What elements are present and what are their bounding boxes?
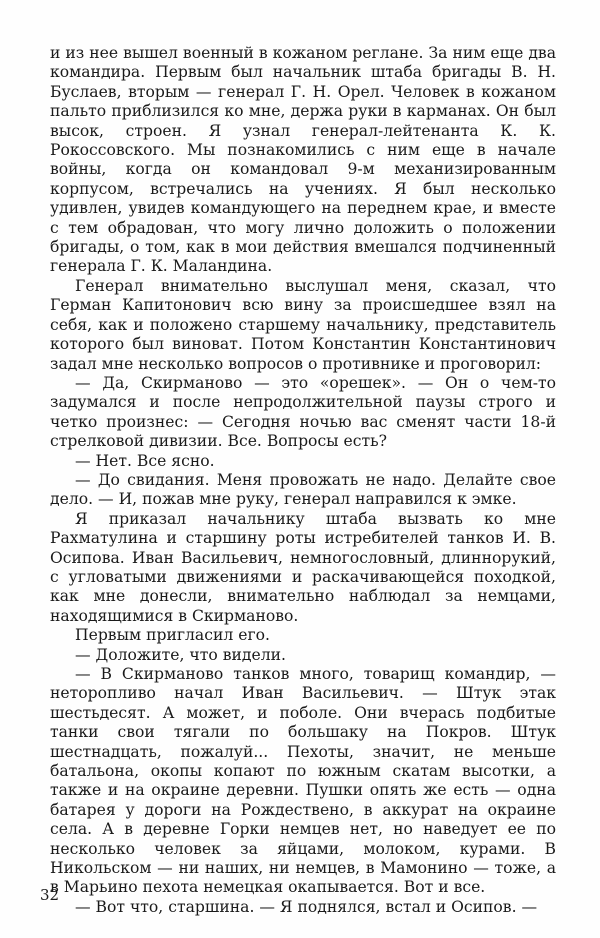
dialogue-line: — В Скирманово танков много, товарищ командир, — неторопливо начал Иван Васильевич. — Штук этак шестьдесят. А может, и поболе. Они вчерась подбитые танки свои тягали по большаку на Покров. Штук шестнадцать, пожалуй... Пехоты, значит, не меньше батальона, окопы копают по южным скатам высотки, а также и на окраине деревни. Пушки опять же есть — одна батарея у дороги на Рождествено, в аккурат на окраине села. А в деревне Горки немцев нет, но наведует ее по несколько человек за яйцами, молоком, курами. В Никольском — ни наших, ни немцев, в Мамонино — тоже, а в Марьино пехота немецкая окапывается. Вот и все. [50, 665, 556, 897]
page-number: 32 [40, 886, 60, 904]
body-text [50, 44, 556, 917]
paragraph: Генерал внимательно выслушал меня, сказал, что Герман Капитонович всю вину за происшедшее взял на себя, как и положено старшему начальнику, представитель которого был виноват. Потом Константин Константинович задал мне несколько вопросов о противнике и проговорил: [50, 276, 556, 373]
dialogue-line: — Да, Скирманово — это «орешек». — Он о чем-то задумался и после непродолжительной паузы строго и четко произнес: — Сегодня ночью вас сменят части 18-й стрелковой дивизии. Все. Вопросы есть? [50, 373, 556, 451]
dialogue-line: — До свидания. Меня провожать не надо. Делайте свое дело. — И, пожав мне руку, генерал направился к эмке. [50, 470, 556, 509]
paragraph-continuation: и из нее вышел военный в кожаном реглане. За ним еще два командира. Первым был начальник штаба бригады В. Н. Буслаев, вторым — генерал Г. Н. Орел. Человек в кожаном пальто приблизился ко мне, держа руки в карманах. Он был высок, строен. Я узнал генерал-лейтенанта К. К. Рокоссовского. Мы познакомились с ним еще в начале войны, когда он командовал 9-м механизированным корпусом, встречались на учениях. Я был несколько удивлен, увидев командующего на переднем крае, и вместе с тем обрадован, что могу лично доложить о положении бригады, о том, как в мои действия вмешался подчиненный генерала Г. К. Маландина. [50, 44, 556, 276]
paragraph: Первым пригласил его. [75, 626, 270, 645]
paragraph: Я приказал начальнику штаба вызвать ко мне Рахматулина и старшину роты истребителей танков И. В. Осипова. Иван Васильевич, немногословный, длиннорукий, с угловатыми движениями и раскачивающейся походкой, как мне донесли, внимательно наблюдал за немцами, находящимися в Скирманово. [50, 509, 556, 625]
dialogue-line: — Вот что, старшина. — Я поднялся, встал и Осипов. — [75, 897, 538, 916]
dialogue-line: — Доложите, что видели. [75, 645, 286, 664]
dialogue-line: — Нет. Все ясно. [75, 451, 215, 470]
